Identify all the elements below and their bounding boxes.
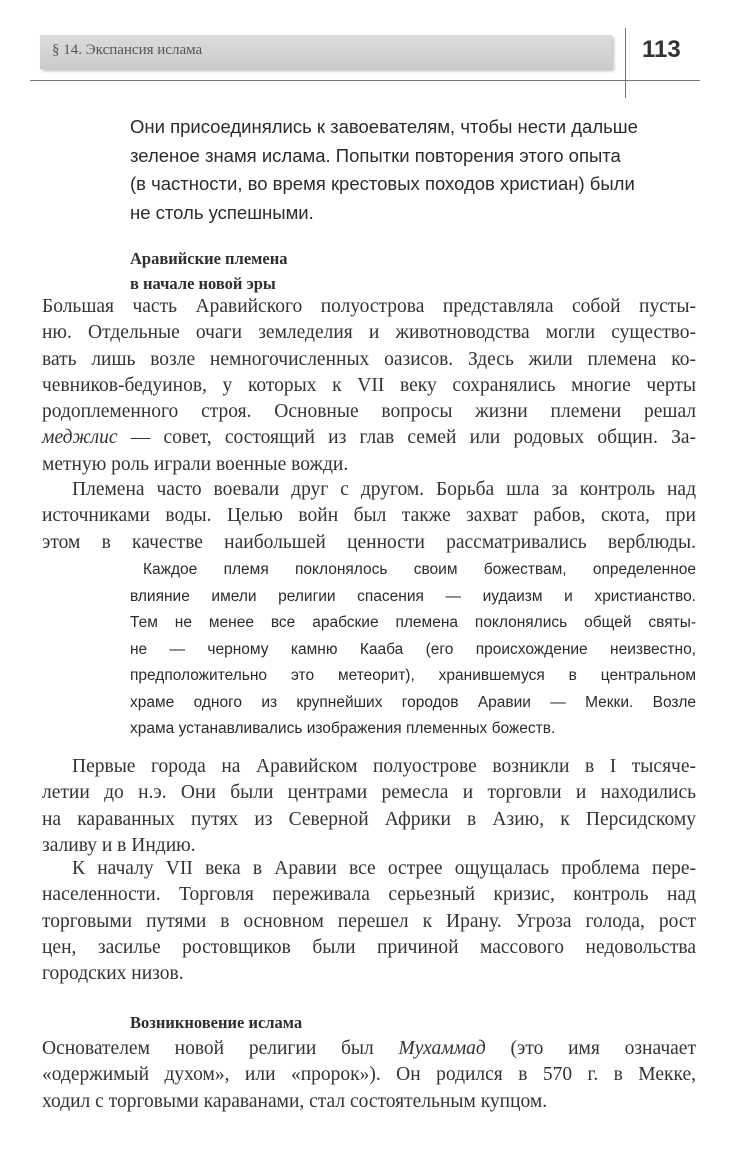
intro-paragraph [130, 113, 705, 227]
text-line: зеленое знамя ислама. Попытки повторения этого опыта [130, 144, 621, 166]
header-rule [30, 80, 700, 81]
page-number: 113 [642, 36, 681, 63]
text-fragment: (это имя означает [485, 1038, 696, 1059]
text-line: Первые города на Аравийском полуострове возникли в I тысяче- [72, 756, 696, 777]
heading-line: Аравийские племена [130, 249, 288, 268]
text-line: метную роль играли военные вожди. [42, 453, 349, 475]
text-line: «одержимый духом», или «пророк»). Он родился в 570 г. в Мекке, [42, 1064, 696, 1086]
text-line: влияние имели религии спасения — иудаизм и христианство. [130, 587, 696, 605]
paragraph [42, 294, 696, 478]
text-line: источниками воды. Целью войн был также захват рабов, скота, при [42, 505, 696, 527]
paragraph [42, 1036, 696, 1115]
text-line: (в частности, во время крестовых походов христиан) были [130, 173, 635, 194]
text-line: предположительно это метеорит), хранившемуся в центральном [130, 667, 696, 684]
text-line: К началу VII века в Аравии все острее ощущалась проблема пере- [72, 858, 696, 879]
text-line: ню. Отдельные очаги земледелия и животноводства могли существо- [42, 322, 696, 344]
text-line: храме одного из крупнейших городов Аравии — Мекки. Возле [130, 693, 696, 711]
text-line: не — черному камню Кааба (его происхождение неизвестно, [130, 640, 696, 658]
text-line: родоплеменного строя. Основные вопросы жизни племени решал [42, 401, 696, 423]
text-line [42, 1036, 696, 1062]
text-line: Большая часть Аравийского полуострова представляла собой пусты- [42, 296, 696, 317]
paragraph [42, 477, 696, 556]
text-line: Тем не менее все арабские племена поклонялись общей святы- [130, 614, 696, 631]
text-line: торговыми путями в основном перешел к Ирану. Угроза голода, рост [42, 910, 696, 932]
paragraph [42, 856, 696, 987]
paragraph [42, 754, 696, 859]
text-line: храма устанавливались изображения племенных божеств. [130, 720, 556, 737]
text-line: летии до н.э. Они были центрами ремесла и торговли и находились [42, 782, 696, 804]
text-line: вать лишь возле немногочисленных оазисов. Здесь жили племена ко- [42, 348, 696, 370]
term-majlis: меджлис [42, 427, 118, 449]
text-line: городских низов. [42, 963, 184, 985]
section-heading: Возникновение ислама [130, 1013, 303, 1032]
text-fragment: — совет, состоящий из глав семей или родовых общин. За- [117, 427, 696, 449]
text-line: заливу и в Индию. [42, 834, 196, 856]
inset-note [130, 557, 696, 743]
term-muhammad: Мухаммад [398, 1038, 486, 1059]
text-line: этом в качестве наибольшей ценности рассматривались верблюды. [42, 531, 696, 553]
text-fragment: Основателем новой религии был [42, 1038, 399, 1059]
running-header-title: § 14. Экспансия ислама [52, 42, 203, 58]
text-line: населенности. Торговля переживала серьезный кризис, контроль над [42, 884, 696, 906]
text-line [42, 425, 696, 451]
section-heading [130, 246, 287, 296]
text-line: Они присоединялись к завоевателям, чтобы нести дальше [130, 116, 638, 137]
header-divider [625, 28, 626, 98]
text-line: не столь успешными. [130, 201, 314, 223]
text-line: ходил с торговыми караванами, стал состоятельным купцом. [42, 1090, 548, 1112]
text-line: чевников-бедуинов, у которых к VII веку сохранялись многие черты [42, 374, 696, 396]
text-line: цен, засилье ростовщиков были причиной массового недовольства [42, 936, 696, 958]
text-line: Каждое племя поклонялось своим божествам, определенное [143, 561, 696, 578]
text-line: на караванных путях из Северной Африки в Азию, к Персидскому [42, 808, 696, 830]
heading-line: в начале новой эры [130, 274, 276, 293]
text-line: Племена часто воевали друг с другом. Борьба шла за контроль над [72, 479, 696, 500]
